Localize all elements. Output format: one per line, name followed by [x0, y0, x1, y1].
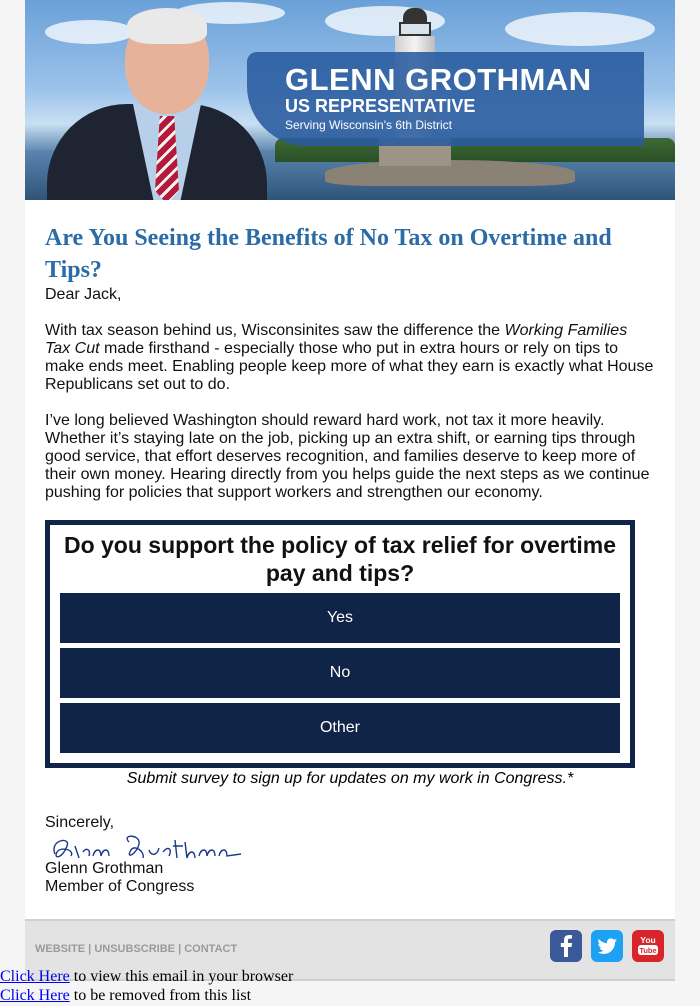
survey-option-yes[interactable]: Yes — [60, 593, 620, 643]
closing — [45, 814, 655, 896]
remove-from-list-link[interactable]: Click Here — [0, 987, 70, 1004]
twitter-icon[interactable] — [591, 930, 623, 962]
view-in-browser-line: Click Here to view this email in your browser — [0, 968, 294, 985]
banner-name: GLENN GROTHMAN — [285, 62, 592, 97]
email-container — [25, 0, 675, 981]
greeting: Dear Jack, — [45, 286, 122, 303]
survey-question: Do you support the policy of tax relief for overtime pay and tips? — [63, 532, 617, 586]
survey-option-other[interactable]: Other — [60, 703, 620, 753]
svg-text:You: You — [640, 935, 656, 945]
view-in-browser-link[interactable]: Click Here — [0, 968, 70, 985]
remove-from-list-line: Click Here to be removed from this list — [0, 987, 252, 1004]
youtube-icon[interactable] — [632, 930, 664, 962]
paragraph-1: With tax season behind us, Wisconsinites saw the difference the Working Families Tax Cut made firsthand - especially those who put in extra hours or rely on tips to make ends meet. Enabling people keep more of what they earn is exactly what House Republicans set out to do. — [45, 322, 654, 393]
representative-photo — [37, 8, 267, 200]
headline: Are You Seeing the Benefits of No Tax on Overtime and Tips? — [45, 225, 612, 283]
working-families-tax-cut: Working Families Tax Cut — [45, 322, 628, 357]
paragraph-2: I’ve long believed Washington should reward hard work, not tax it more heavily. Whether it’s staying late on the job, picking up an extra shift, or earning tips through good service, that effort deserves recognition, and families deserve to keep more of their own money. Hearing directly from you helps guide the next steps as we continue pushing for policies that support workers and strengthen our economy. — [45, 412, 650, 501]
banner-district: Serving Wisconsin's 6th District — [285, 118, 453, 132]
bottom-links — [0, 967, 293, 1005]
website-link[interactable]: WEBSITE — [35, 943, 86, 955]
signoff: Sincerely, — [45, 814, 115, 831]
facebook-icon[interactable] — [550, 930, 582, 962]
email-body — [25, 200, 675, 896]
banner-role: US REPRESENTATIVE — [285, 96, 476, 116]
signer-title: Member of Congress — [45, 878, 195, 895]
signer-name: Glenn Grothman — [45, 860, 164, 877]
banner-title-box — [247, 52, 644, 146]
survey-note: Submit survey to sign up for updates on my work in Congress.* — [126, 770, 574, 787]
header-banner — [25, 0, 675, 200]
unsubscribe-link[interactable]: UNSUBSCRIBE — [94, 943, 176, 955]
contact-link[interactable]: CONTACT — [184, 943, 238, 955]
survey-option-no[interactable]: No — [60, 648, 620, 698]
svg-text:Tube: Tube — [639, 946, 657, 955]
footer-links: WEBSITE | UNSUBSCRIBE | CONTACT — [35, 943, 238, 955]
survey-box — [45, 520, 635, 768]
